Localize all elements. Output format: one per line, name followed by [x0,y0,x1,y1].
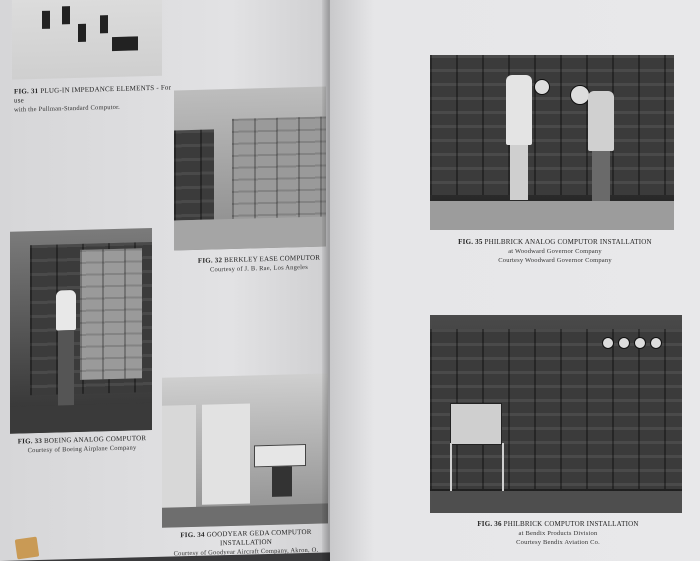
fig32-caption [184,253,330,275]
fig33-photo [10,228,152,434]
fig36-photo [430,315,682,513]
fig33-number: FIG. 33 [17,436,43,446]
fig33-title: BOEING ANALOG COMPUTOR [44,434,147,445]
fig36-line3: Courtesy Bendix Aviation Co. [516,539,600,546]
fig31-line2: with the Pullman-Standard Computor. [14,103,120,114]
right-page [330,0,700,561]
fig35-line2: at Woodward Governor Company [508,248,602,255]
fig32-number: FIG. 32 [197,256,223,265]
fig32-line2: Courtesy of J. B. Rae, Los Angeles [210,263,308,274]
fig35-number: FIG. 35 [458,238,483,246]
tape-strip [15,537,40,560]
fig34-photo [162,373,328,527]
fig34-title: GOODYEAR GEDA COMPUTOR INSTALLATION [206,527,312,548]
fig34-line2: Courtesy of Goodyear Aircraft Company, Akron, O. [173,546,319,558]
left-page [0,0,330,561]
fig32-title: BERKLEY EASE COMPUTOR [224,253,321,265]
fig36-number: FIG. 36 [477,520,502,528]
fig31-title: PLUG-IN IMPEDANCE ELEMENTS - For use [14,83,172,105]
fig35-title: PHILBRICK ANALOG COMPUTOR INSTALLATION [484,238,652,246]
fig35-line3: Courtesy Woodward Governor Company [498,257,612,264]
fig36-caption [430,520,686,547]
fig31-photo [12,0,162,80]
fig32-photo [174,86,326,250]
fig31-number: FIG. 31 [14,86,39,96]
fig36-line2: at Bendix Products Division [518,530,598,537]
fig31-caption [14,83,174,114]
fig33-caption [12,434,152,456]
fig34-caption [162,527,330,558]
fig35-caption [430,238,680,265]
fig35-photo [430,55,674,230]
fig34-number: FIG. 34 [180,530,205,540]
fig36-title: PHILBRICK COMPUTOR INSTALLATION [503,520,639,528]
fig33-line2: Courtesy of Boeing Airplane Company [27,444,137,455]
